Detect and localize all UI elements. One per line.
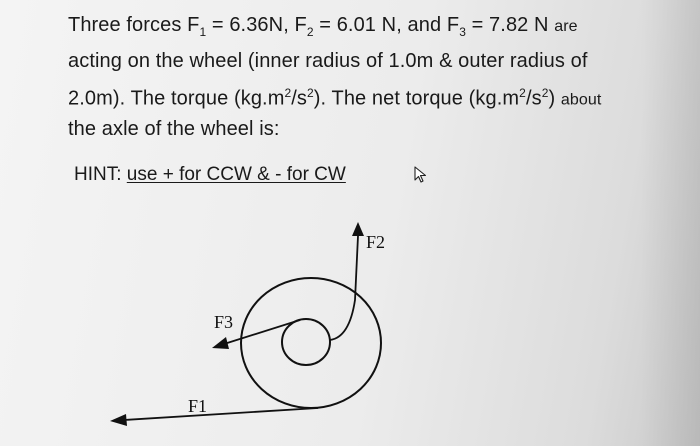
subscript: 1 [199, 25, 207, 39]
hint-text: use + for CCW & - for CW [126, 164, 346, 185]
f3-arrowhead [212, 337, 229, 349]
f1-line [124, 408, 318, 420]
text-fragment: are [554, 18, 578, 35]
question-line-4: the axle of the wheel is: [68, 118, 280, 140]
text-fragment: ). The net torque (kg.m [313, 87, 520, 110]
f1-arrowhead [110, 414, 127, 426]
text-fragment: about [560, 91, 602, 109]
f1-label: F1 [188, 396, 208, 416]
subscript: 2 [306, 25, 314, 39]
f3-line [224, 320, 300, 344]
superscript: 2 [307, 86, 314, 100]
text-fragment: /s [291, 87, 308, 110]
text-fragment: = 6.36N, F [206, 14, 307, 36]
text-fragment: = 7.82 N [465, 14, 555, 36]
text-fragment: /s [525, 87, 542, 110]
f2-arrowhead [352, 222, 364, 236]
hint-prefix: HINT: [74, 164, 127, 185]
superscript: 2 [519, 86, 526, 100]
inner-wheel [282, 319, 330, 365]
superscript: 2 [284, 86, 292, 100]
text-fragment: Three forces F [68, 14, 200, 36]
f2-line [330, 236, 358, 340]
superscript: 2 [541, 86, 549, 100]
outer-wheel [241, 278, 381, 408]
f3-label: F3 [214, 312, 234, 332]
question-line-2: acting on the wheel (inner radius of 1.0m & outer radius of [68, 50, 588, 72]
f2-label: F2 [366, 232, 386, 252]
text-fragment: = 6.01 N, and F [313, 14, 460, 36]
text-fragment: 2.0m). The torque (kg.m [68, 87, 285, 110]
text-fragment: ) [548, 87, 561, 110]
subscript: 3 [459, 25, 466, 39]
